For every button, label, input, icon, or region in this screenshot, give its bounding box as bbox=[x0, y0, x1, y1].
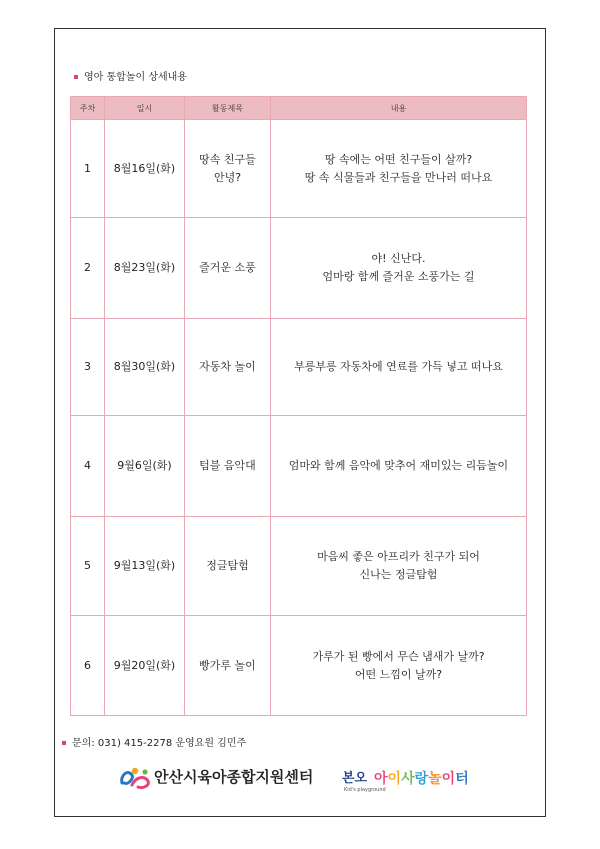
header-activity-title: 활동제목 bbox=[185, 97, 271, 120]
brand-part: 아 bbox=[374, 771, 388, 787]
section-title-text: 영아 통합놀이 상세내용 bbox=[84, 72, 187, 83]
footer-logo-svg bbox=[118, 763, 498, 793]
table-row bbox=[71, 120, 527, 218]
content-line: 땅 속에는 어떤 친구들이 살까? bbox=[324, 152, 473, 166]
activity-title-cell: 자동차 놀이 bbox=[185, 319, 271, 416]
footer-logo bbox=[118, 763, 498, 793]
contact-text: 문의: 031) 415-2278 운영요원 김민주 bbox=[72, 738, 247, 749]
brand-subtitle: Kid's playground bbox=[344, 787, 386, 793]
week-number: 6 bbox=[71, 616, 105, 716]
brand-part: 놀 bbox=[428, 771, 442, 787]
table-row bbox=[71, 416, 527, 517]
content-line: 야! 신난다. bbox=[371, 252, 426, 265]
bullet-icon bbox=[62, 741, 66, 745]
brand-part: 사 bbox=[401, 771, 415, 787]
week-number: 3 bbox=[71, 319, 105, 416]
week-number: 2 bbox=[71, 218, 105, 319]
table-header-row bbox=[71, 97, 527, 120]
content-cell bbox=[271, 218, 527, 319]
title-line: 땅속 친구들 bbox=[199, 152, 256, 166]
header-week: 주차 bbox=[71, 97, 105, 120]
section-title bbox=[74, 68, 187, 83]
brand-part: 이 bbox=[441, 771, 456, 787]
contact-info bbox=[62, 734, 246, 749]
week-number: 1 bbox=[71, 120, 105, 218]
date-cell: 9월13일(화) bbox=[105, 517, 185, 616]
activity-title-cell bbox=[185, 120, 271, 218]
brand-part: 이 bbox=[387, 771, 402, 787]
title-line: 안녕? bbox=[213, 170, 242, 184]
content-cell: 부릉부릉 자동차에 연료를 가득 넣고 떠나요 bbox=[271, 319, 527, 416]
content-cell bbox=[271, 616, 527, 716]
date-cell: 8월23일(화) bbox=[105, 218, 185, 319]
branch-name: 본오 bbox=[342, 771, 368, 786]
content-cell bbox=[271, 517, 527, 616]
table-row bbox=[71, 616, 527, 716]
content-line: 땅 속 식물들과 친구들을 만나러 떠나요 bbox=[304, 170, 493, 184]
brand-name bbox=[374, 770, 469, 787]
week-number: 4 bbox=[71, 416, 105, 517]
week-number: 5 bbox=[71, 517, 105, 616]
date-cell: 8월16일(화) bbox=[105, 120, 185, 218]
activity-title-cell: 즐거운 소풍 bbox=[185, 218, 271, 319]
content-line: 마음씨 좋은 아프리카 친구가 되어 bbox=[317, 550, 480, 563]
content-cell bbox=[271, 120, 527, 218]
content-line: 가루가 된 빵에서 무슨 냄새가 날까? bbox=[312, 649, 485, 663]
header-date: 일시 bbox=[105, 97, 185, 120]
content-line: 엄마랑 함께 즐거운 소풍가는 길 bbox=[322, 270, 475, 283]
brand-part: 랑 bbox=[414, 771, 429, 787]
activity-title-cell: 정글탐험 bbox=[185, 517, 271, 616]
org-name: 안산시육아종합지원센터 bbox=[154, 768, 314, 786]
schedule-table bbox=[70, 96, 527, 716]
center-emblem-icon bbox=[122, 768, 149, 788]
content-line: 신나는 정글탐험 bbox=[359, 568, 438, 581]
brand-part: 터 bbox=[455, 771, 469, 787]
table-row bbox=[71, 218, 527, 319]
content-line: 어떤 느낌이 날까? bbox=[354, 667, 443, 681]
bullet-icon bbox=[74, 75, 78, 79]
header-content: 내용 bbox=[271, 97, 527, 120]
table-row bbox=[71, 319, 527, 416]
date-cell: 8월30일(화) bbox=[105, 319, 185, 416]
table-row bbox=[71, 517, 527, 616]
date-cell: 9월20일(화) bbox=[105, 616, 185, 716]
content-cell: 엄마와 함께 음악에 맞추어 재미있는 리듬놀이 bbox=[271, 416, 527, 517]
activity-title-cell: 빵가루 놀이 bbox=[185, 616, 271, 716]
activity-title-cell: 텀블 음악대 bbox=[185, 416, 271, 517]
date-cell: 9월6일(화) bbox=[105, 416, 185, 517]
